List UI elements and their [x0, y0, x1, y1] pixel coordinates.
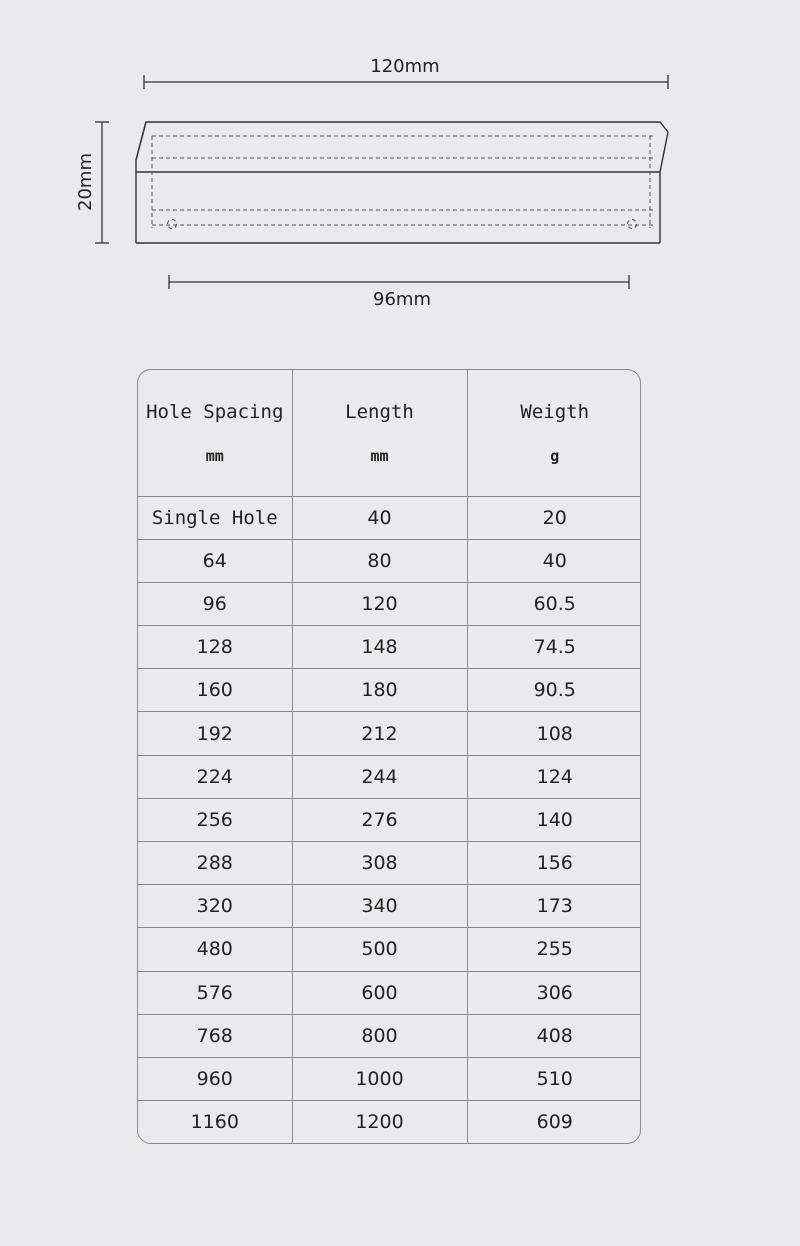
cell-hole-spacing: 480: [138, 928, 292, 971]
cell-hole-spacing: 288: [138, 842, 292, 885]
cell-weight: 40: [467, 539, 641, 582]
table-row: [138, 798, 641, 841]
cell-hole-spacing: 192: [138, 712, 292, 755]
header-hole-spacing: Hole Spacing mm: [138, 370, 292, 496]
table-row: [138, 1101, 641, 1143]
cell-length: 1200: [292, 1101, 467, 1143]
table-row: [138, 755, 641, 798]
cell-weight: 156: [467, 842, 641, 885]
cell-hole-spacing: 256: [138, 798, 292, 841]
cell-weight: 510: [467, 1057, 641, 1100]
table-row: [138, 626, 641, 669]
cell-hole-spacing: Single Hole: [138, 496, 292, 539]
cell-length: 80: [292, 539, 467, 582]
table-row: [138, 582, 641, 625]
cell-weight: 255: [467, 928, 641, 971]
length-label: 120mm: [370, 56, 440, 77]
cell-length: 1000: [292, 1057, 467, 1100]
table-row: [138, 1057, 641, 1100]
length-dimension: [144, 75, 668, 89]
cell-length: 600: [292, 971, 467, 1014]
cell-weight: 306: [467, 971, 641, 1014]
cell-length: 500: [292, 928, 467, 971]
cell-length: 308: [292, 842, 467, 885]
header-weight: Weigth g: [467, 370, 641, 496]
cell-hole-spacing: 224: [138, 755, 292, 798]
cell-hole-spacing: 320: [138, 885, 292, 928]
cell-weight: 108: [467, 712, 641, 755]
height-dimension: [95, 122, 109, 243]
hole-spacing-label: 96mm: [373, 289, 431, 310]
cell-length: 120: [292, 582, 467, 625]
cell-length: 800: [292, 1014, 467, 1057]
cell-weight: 60.5: [467, 582, 641, 625]
cell-weight: 20: [467, 496, 641, 539]
cell-weight: 74.5: [467, 626, 641, 669]
table-row: [138, 928, 641, 971]
cell-hole-spacing: 576: [138, 971, 292, 1014]
cell-length: 148: [292, 626, 467, 669]
cell-weight: 609: [467, 1101, 641, 1143]
cell-hole-spacing: 160: [138, 669, 292, 712]
cell-length: 244: [292, 755, 467, 798]
hole-spacing-dimension: [169, 275, 629, 289]
table-row: [138, 496, 641, 539]
cell-length: 40: [292, 496, 467, 539]
mounting-hole-left: [168, 220, 177, 229]
header-length: Length mm: [292, 370, 467, 496]
cell-length: 340: [292, 885, 467, 928]
cell-weight: 140: [467, 798, 641, 841]
cell-weight: 173: [467, 885, 641, 928]
cell-hole-spacing: 64: [138, 539, 292, 582]
cell-hole-spacing: 96: [138, 582, 292, 625]
table-row: [138, 885, 641, 928]
cell-hole-spacing: 128: [138, 626, 292, 669]
specification-table: [137, 369, 641, 1144]
table-row: [138, 712, 641, 755]
cell-hole-spacing: 1160: [138, 1101, 292, 1143]
table-header-row: [138, 370, 641, 496]
cell-weight: 124: [467, 755, 641, 798]
mounting-hole-right: [628, 220, 637, 229]
handle-dimension-drawing: [0, 0, 800, 340]
height-label: 20mm: [75, 153, 96, 211]
cell-weight: 408: [467, 1014, 641, 1057]
handle-hidden-lines: [152, 136, 654, 229]
cell-length: 180: [292, 669, 467, 712]
cell-hole-spacing: 768: [138, 1014, 292, 1057]
cell-weight: 90.5: [467, 669, 641, 712]
table-row: [138, 842, 641, 885]
table-row: [138, 971, 641, 1014]
table-row: [138, 1014, 641, 1057]
cell-hole-spacing: 960: [138, 1057, 292, 1100]
cell-length: 276: [292, 798, 467, 841]
cell-length: 212: [292, 712, 467, 755]
table-row: [138, 539, 641, 582]
table-row: [138, 669, 641, 712]
